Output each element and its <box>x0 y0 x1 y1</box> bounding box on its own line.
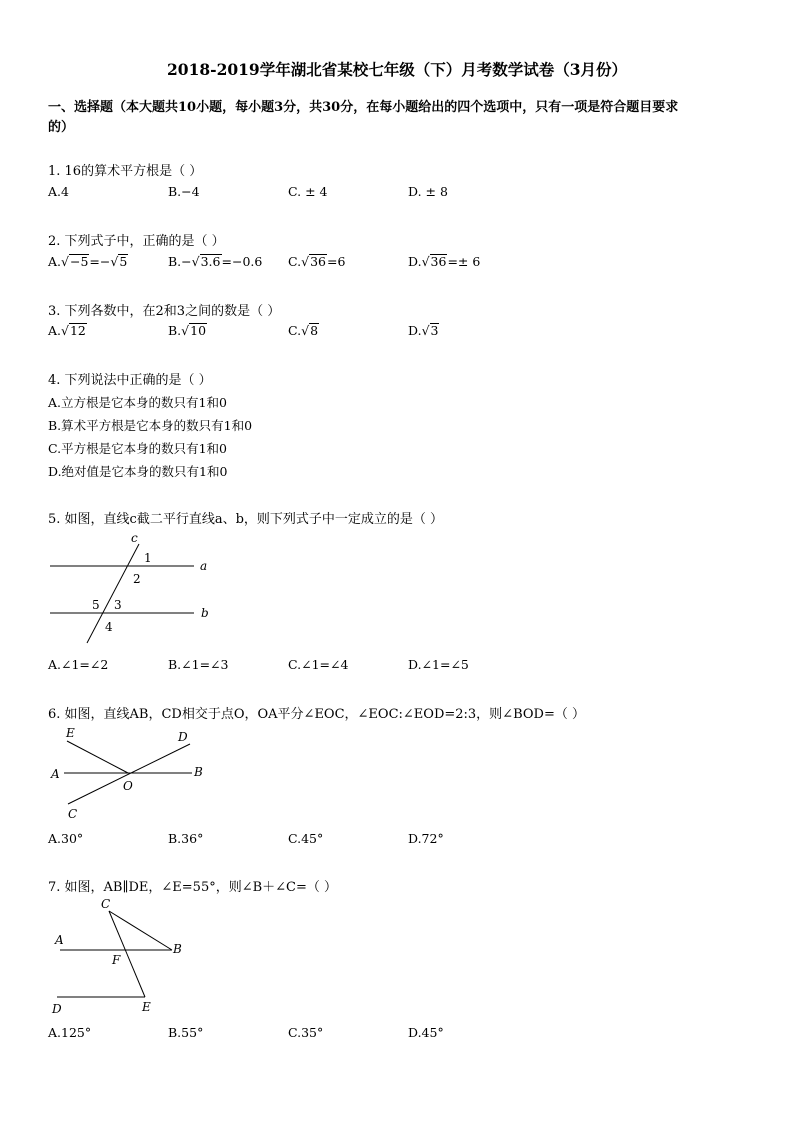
question-6-option-a[interactable]: A.30° <box>48 831 84 846</box>
sqrt-symbol: √ <box>191 254 200 269</box>
sqrt-symbol: √ <box>61 323 69 338</box>
angle-label-3: 3 <box>114 598 122 612</box>
option-prefix: A. <box>48 254 62 269</box>
radicand: 5 <box>119 254 128 269</box>
question-5-option-c[interactable]: C.∠1=∠4 <box>288 657 349 672</box>
question-5-option-d[interactable]: D.∠1=∠5 <box>408 657 469 672</box>
point-label-a: A <box>51 767 60 781</box>
question-4-option-a[interactable]: A.立方根是它本身的数只有1和0 <box>48 395 227 410</box>
radicand: 36 <box>430 254 447 269</box>
sqrt-symbol: √ <box>301 254 310 269</box>
sqrt-symbol: √ <box>421 254 430 269</box>
question-4-option-c[interactable]: C.平方根是它本身的数只有1和0 <box>48 441 227 456</box>
point-label-d: D <box>52 1002 62 1016</box>
segment-cb <box>109 911 172 950</box>
question-1-stem: 1. 16的算术平方根是（ ） <box>48 164 203 179</box>
point-label-c: C <box>101 897 111 911</box>
question-1-option-a[interactable]: A.4 <box>48 184 69 199</box>
question-4-option-b[interactable]: B.算术平方根是它本身的数只有1和0 <box>48 418 253 433</box>
radicand: 12 <box>69 323 86 338</box>
question-5-stem: 5. 如图，直线c截二平行直线a、b，则下列式子中一定成立的是（ ） <box>48 512 444 527</box>
label-c: c <box>131 531 138 545</box>
question-6-option-c[interactable]: C.45° <box>288 831 324 846</box>
question-6-option-d[interactable]: D.72° <box>408 831 444 846</box>
point-label-f: F <box>112 953 121 967</box>
option-prefix: D. <box>408 254 422 269</box>
option-equals: =6 <box>326 254 346 269</box>
sqrt-symbol: √ <box>61 254 69 269</box>
point-label-d: D <box>178 730 188 744</box>
question-5-option-a[interactable]: A.∠1=∠2 <box>48 657 109 672</box>
question-5-option-b[interactable]: B.∠1=∠3 <box>168 657 229 672</box>
question-7-option-d[interactable]: D.45° <box>408 1025 444 1040</box>
option-prefix: D. <box>408 323 422 338</box>
section-heading-line2: 的） <box>48 120 75 135</box>
label-a: a <box>200 559 208 573</box>
point-label-b: B <box>194 765 203 779</box>
question-3-stem: 3. 下列各数中，在2和3之间的数是（ ） <box>48 304 281 319</box>
radicand: 10 <box>190 323 207 338</box>
question-1-option-b[interactable]: B.−4 <box>168 184 200 199</box>
option-equals: =−0.6 <box>221 254 263 269</box>
question-6-stem: 6. 如图，直线AB，CD相交于点O，OA平分∠EOC，∠EOC:∠EOD=2:3，则∠BOD=（ ） <box>48 707 585 722</box>
point-label-b: B <box>173 942 182 956</box>
question-7-stem: 7. 如图，AB∥DE，∠E=55°，则∠B＋∠C=（ ） <box>48 880 338 895</box>
option-equals: =− <box>89 254 111 269</box>
radicand: 36 <box>310 254 326 269</box>
radicand: 8 <box>310 323 319 338</box>
radicand: 3 <box>430 323 439 338</box>
option-prefix: C. <box>288 323 302 338</box>
sqrt-symbol: √ <box>421 323 430 338</box>
point-label-e: E <box>66 726 75 740</box>
angle-label-2: 2 <box>133 572 141 586</box>
point-label-o: O <box>123 779 133 793</box>
question-1-option-c[interactable]: C. ± 4 <box>288 184 328 199</box>
page-title: 2018-2019学年湖北省某校七年级（下）月考数学试卷（3月份） <box>167 60 627 79</box>
sqrt-symbol: √ <box>110 254 119 269</box>
option-prefix: B. <box>168 323 182 338</box>
angle-label-4: 4 <box>105 620 113 634</box>
section-heading-line1: 一、选择题（本大题共10小题，每小题3分，共30分，在每小题给出的四个选项中，只有一项是符合题目要求 <box>48 100 679 115</box>
option-prefix: C. <box>288 254 302 269</box>
radicand: 3.6 <box>200 254 221 269</box>
sqrt-symbol: √ <box>181 323 190 338</box>
option-prefix: A. <box>48 323 62 338</box>
question-7-option-b[interactable]: B.55° <box>168 1025 204 1040</box>
option-prefix: B.− <box>168 254 192 269</box>
question-7-option-a[interactable]: A.125° <box>48 1025 92 1040</box>
sqrt-symbol: √ <box>301 323 310 338</box>
question-1-option-d[interactable]: D. ± 8 <box>408 184 448 199</box>
angle-label-1: 1 <box>144 551 152 565</box>
question-2-stem: 2. 下列式子中，正确的是（ ） <box>48 234 225 249</box>
point-label-e: E <box>142 1000 151 1014</box>
question-7-option-c[interactable]: C.35° <box>288 1025 324 1040</box>
label-b: b <box>201 606 209 620</box>
radicand: −5 <box>69 254 89 269</box>
point-label-c: C <box>68 807 78 821</box>
angle-label-5: 5 <box>92 598 100 612</box>
point-label-a: A <box>55 933 64 947</box>
question-4-option-d[interactable]: D.绝对值是它本身的数只有1和0 <box>48 464 228 479</box>
option-equals: =± 6 <box>447 254 481 269</box>
question-6-option-b[interactable]: B.36° <box>168 831 204 846</box>
question-4-stem: 4. 下列说法中正确的是（ ） <box>48 373 212 388</box>
